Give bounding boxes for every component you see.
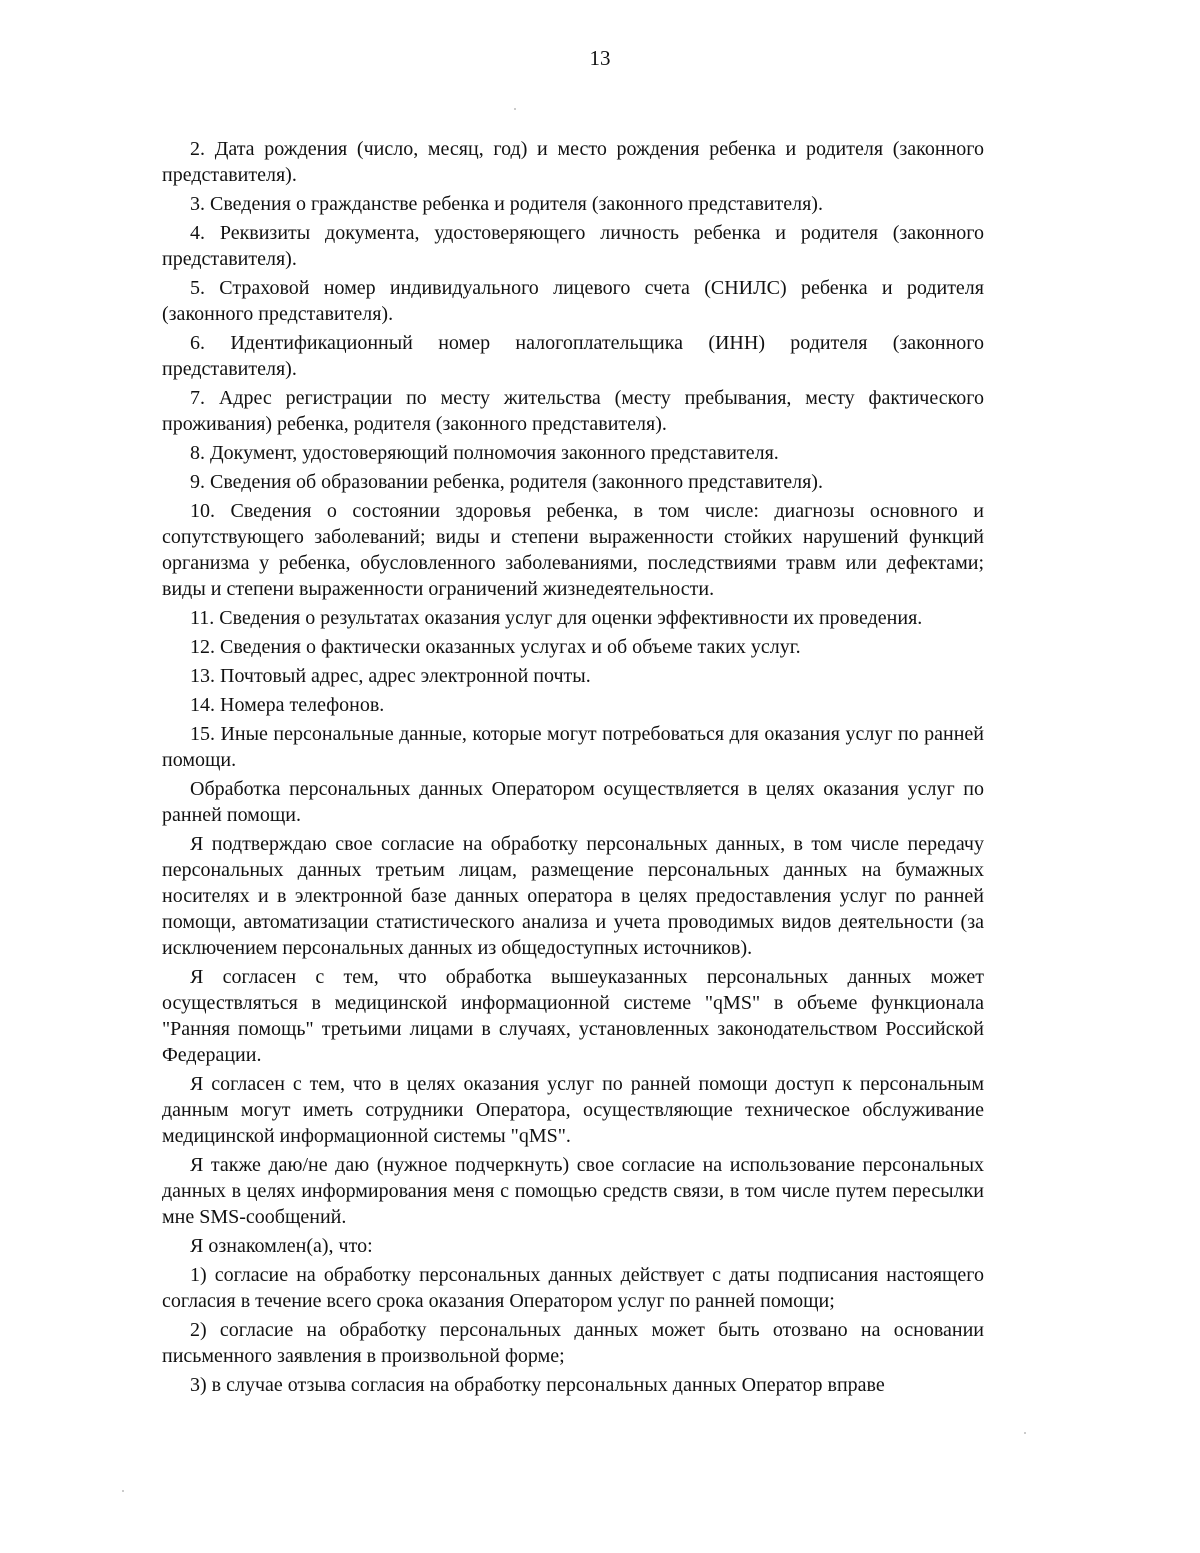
paragraph-sms-consent: Я также даю/не даю (нужное подчеркнуть) свое согласие на использование персональных данных в целях информирования меня с помощью средств связи, в том числе путем пересылки мне SMS-сообщений. (162, 1154, 984, 1228)
document-body (162, 136, 984, 1401)
paragraph-item-3: 3. Сведения о гражданстве ребенка и родителя (законного представителя). (190, 193, 823, 215)
paragraph-item-4: 4. Реквизиты документа, удостоверяющего личность ребенка и родителя (законного представителя). (162, 222, 984, 270)
scan-speck (122, 1490, 124, 1492)
scan-speck (514, 108, 516, 110)
paragraph-term-3: 3) в случае отзыва согласия на обработку персональных данных Оператор вправе (190, 1374, 885, 1396)
paragraph-item-14: 14. Номера телефонов. (190, 694, 385, 716)
paragraph-item-10: 10. Сведения о состоянии здоровья ребенка, в том числе: диагнозы основного и сопутствующего заболеваний; виды и степени выраженности стойких нарушений функций организма у ребенка, обусловленного заболеваниями, последствиями травм или дефектами; виды и степени выраженности ограничений жизнедеятельности. (162, 500, 984, 600)
paragraph-item-2: 2. Дата рождения (число, месяц, год) и место рождения ребенка и родителя (законного представителя). (162, 138, 984, 186)
paragraph-item-7: 7. Адрес регистрации по месту жительства (месту пребывания, месту фактического проживания) ребенка, родителя (законного представителя). (162, 387, 984, 435)
paragraph-qms-access: Я согласен с тем, что в целях оказания услуг по ранней помощи доступ к персональным данным могут иметь сотрудники Оператора, осуществляющие техническое обслуживание медицинской информационной системы "qMS". (162, 1073, 984, 1147)
page-number: 13 (589, 46, 611, 70)
paragraph-acknowledgement: Я ознакомлен(а), что: (190, 1235, 373, 1257)
paragraph-item-13: 13. Почтовый адрес, адрес электронной почты. (190, 665, 591, 687)
paragraph-qms-processing: Я согласен с тем, что обработка вышеуказанных персональных данных может осуществляться в медицинской информационной системе "qMS" в объеме функционала "Ранняя помощь" третьими лицами в случаях, установленных законодательством Российской Федерации. (162, 966, 984, 1066)
scan-speck (1024, 1432, 1026, 1434)
paragraph-processing-purpose: Обработка персональных данных Оператором осуществляется в целях оказания услуг по ранней помощи. (162, 778, 984, 826)
paragraph-item-15: 15. Иные персональные данные, которые могут потребоваться для оказания услуг по ранней помощи. (162, 723, 984, 771)
paragraph-item-8: 8. Документ, удостоверяющий полномочия законного представителя. (190, 442, 779, 464)
paragraph-item-9: 9. Сведения об образовании ребенка, родителя (законного представителя). (190, 471, 823, 493)
paragraph-item-6: 6. Идентификационный номер налогоплательщика (ИНН) родителя (законного представителя). (162, 332, 984, 380)
paragraph-consent-confirmation: Я подтверждаю свое согласие на обработку персональных данных, в том числе передачу персональных данных третьим лицам, размещение персональных данных на бумажных носителях и в электронной базе данных оператора в целях предоставления услуг по ранней помощи, автоматизации статистического анализа и учета проводимых видов деятельности (за исключением персональных данных из общедоступных источников). (162, 833, 984, 959)
paragraph-item-5: 5. Страховой номер индивидуального лицевого счета (СНИЛС) ребенка и родителя (законного представителя). (162, 277, 984, 325)
paragraph-term-2: 2) согласие на обработку персональных данных может быть отозвано на основании письменного заявления в произвольной форме; (162, 1319, 984, 1367)
paragraph-item-11: 11. Сведения о результатах оказания услуг для оценки эффективности их проведения. (190, 607, 923, 629)
paragraph-item-12: 12. Сведения о фактически оказанных услугах и об объеме таких услуг. (190, 636, 801, 658)
paragraph-term-1: 1) согласие на обработку персональных данных действует с даты подписания настоящего согласия в течение всего срока оказания Оператором услуг по ранней помощи; (162, 1264, 984, 1312)
